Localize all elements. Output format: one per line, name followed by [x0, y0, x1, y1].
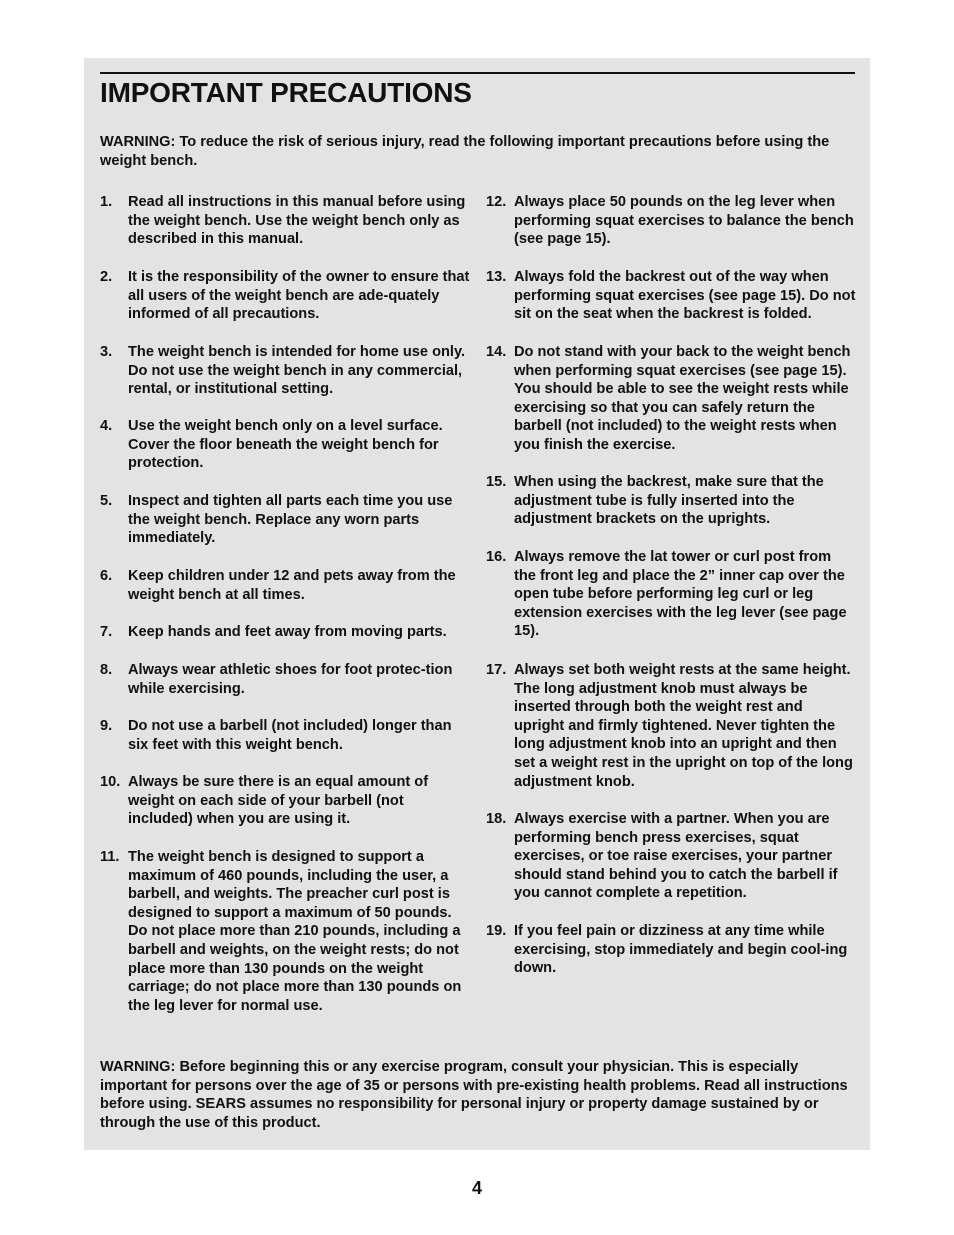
precaution-item-12	[486, 193, 856, 249]
item-text: When using the backrest, make sure that the adjustment tube is fully inserted into the adjustment brackets on the uprights.	[514, 474, 824, 528]
item-number: 11.	[100, 849, 120, 865]
warning-top: WARNING: To reduce the risk of serious injury, read the following important precautions before using the weight bench.	[100, 134, 830, 169]
item-number: 1.	[100, 194, 113, 210]
item-text: Keep hands and feet away from moving parts.	[128, 624, 447, 640]
item-text: Read all instructions in this manual before using the weight bench. Use the weight bench only as described in this manual.	[128, 194, 466, 248]
item-number: 7.	[100, 624, 113, 640]
precaution-item-6	[100, 567, 470, 604]
precaution-item-4	[100, 417, 470, 473]
item-text: Always place 50 pounds on the leg lever when performing squat exercises to balance the bench (see page 15).	[514, 194, 854, 248]
item-number: 10.	[100, 774, 121, 790]
item-number: 14.	[486, 344, 507, 360]
page-number: 4	[471, 1178, 482, 1198]
precaution-item-19	[486, 922, 856, 978]
item-number: 16.	[486, 549, 507, 565]
precaution-item-9	[100, 717, 470, 754]
precaution-item-11	[100, 848, 470, 1015]
item-number: 6.	[100, 568, 113, 584]
item-number: 18.	[486, 811, 507, 827]
item-text: It is the responsibility of the owner to ensure that all users of the weight bench are ade-quately informed of all precautions.	[128, 269, 470, 323]
item-number: 9.	[100, 718, 113, 734]
item-number: 4.	[100, 418, 113, 434]
title-rule	[100, 72, 855, 74]
item-text: Always remove the lat tower or curl post from the front leg and place the 2” inner cap over the open tube before performing leg curl or leg extension exercises with the leg lever (see page 15).	[514, 549, 847, 640]
item-text: The weight bench is designed to support a maximum of 460 pounds, including the user, a barbell, and weights. The preacher curl post is designed to support a maximum of 50 pounds. Do not place more than 210 pounds, including a barbell and weights, on the weight rests; do not place more than 130 pounds on the weight carriage; do not place more than 130 pounds on the leg lever for normal use.	[128, 849, 462, 1014]
precaution-item-1	[100, 193, 470, 249]
item-number: 13.	[486, 269, 507, 285]
item-number: 17.	[486, 662, 507, 678]
item-text: Always set both weight rests at the same height. The long adjustment knob must always be inserted through both the weight rest and upright and firmly tightened. Never tighten the long adjustment knob into an upright and then set a weight rest in the upright on top of the long adjustment knob.	[514, 662, 853, 790]
item-text: Keep children under 12 and pets away from the weight bench at all times.	[128, 568, 456, 603]
item-text: Always be sure there is an equal amount of weight on each side of your barbell (not included) when you are using it.	[128, 774, 429, 828]
precaution-item-18	[486, 810, 856, 903]
precaution-item-14	[486, 343, 856, 455]
precaution-item-2	[100, 268, 470, 324]
precaution-item-10	[100, 773, 470, 829]
item-text: Always fold the backrest out of the way when performing squat exercises (see page 15). Do not sit on the seat when the backrest is folded.	[514, 269, 856, 323]
precaution-item-17	[486, 661, 856, 791]
warning-bottom: WARNING: Before beginning this or any exercise program, consult your physician. This is especially important for persons over the age of 35 or persons with pre-existing health problems. Read all instructions before using. SEARS assumes no responsibility for personal injury or property damage sustained by or through the use of this product.	[100, 1059, 848, 1131]
precaution-item-16	[486, 548, 856, 641]
item-text: Use the weight bench only on a level surface. Cover the floor beneath the weight bench for protection.	[128, 418, 443, 472]
item-text: Inspect and tighten all parts each time you use the weight bench. Replace any worn parts immediately.	[128, 493, 453, 547]
item-number: 2.	[100, 269, 113, 285]
precaution-item-15	[486, 473, 856, 529]
precaution-item-3	[100, 343, 470, 399]
item-text: The weight bench is intended for home use only. Do not use the weight bench in any commercial, rental, or institutional setting.	[128, 344, 466, 398]
page-title: IMPORTANT PRECAUTIONS	[100, 77, 472, 108]
precaution-item-5	[100, 492, 470, 548]
item-number: 15.	[486, 474, 507, 490]
item-text: If you feel pain or dizziness at any time while exercising, stop immediately and begin cool-ing down.	[514, 923, 848, 977]
precaution-item-7	[100, 623, 470, 642]
item-number: 19.	[486, 923, 507, 939]
item-number: 8.	[100, 662, 113, 678]
item-text: Always wear athletic shoes for foot protec-tion while exercising.	[128, 662, 453, 697]
item-number: 12.	[486, 194, 507, 210]
precaution-item-8	[100, 661, 470, 698]
item-number: 3.	[100, 344, 113, 360]
item-text: Do not use a barbell (not included) longer than six feet with this weight bench.	[128, 718, 452, 753]
precaution-item-13	[486, 268, 856, 324]
item-number: 5.	[100, 493, 113, 509]
item-text: Always exercise with a partner. When you are performing bench press exercises, squat exercises, or toe raise exercises, your partner should stand behind you to catch the barbell if you cannot complete a repetition.	[514, 811, 838, 902]
item-text: Do not stand with your back to the weight bench when performing squat exercises (see page 15). You should be able to see the weight rests while exercising so that you can safely return the barbell (not included) to the weight rests when you finish the exercise.	[514, 344, 851, 453]
